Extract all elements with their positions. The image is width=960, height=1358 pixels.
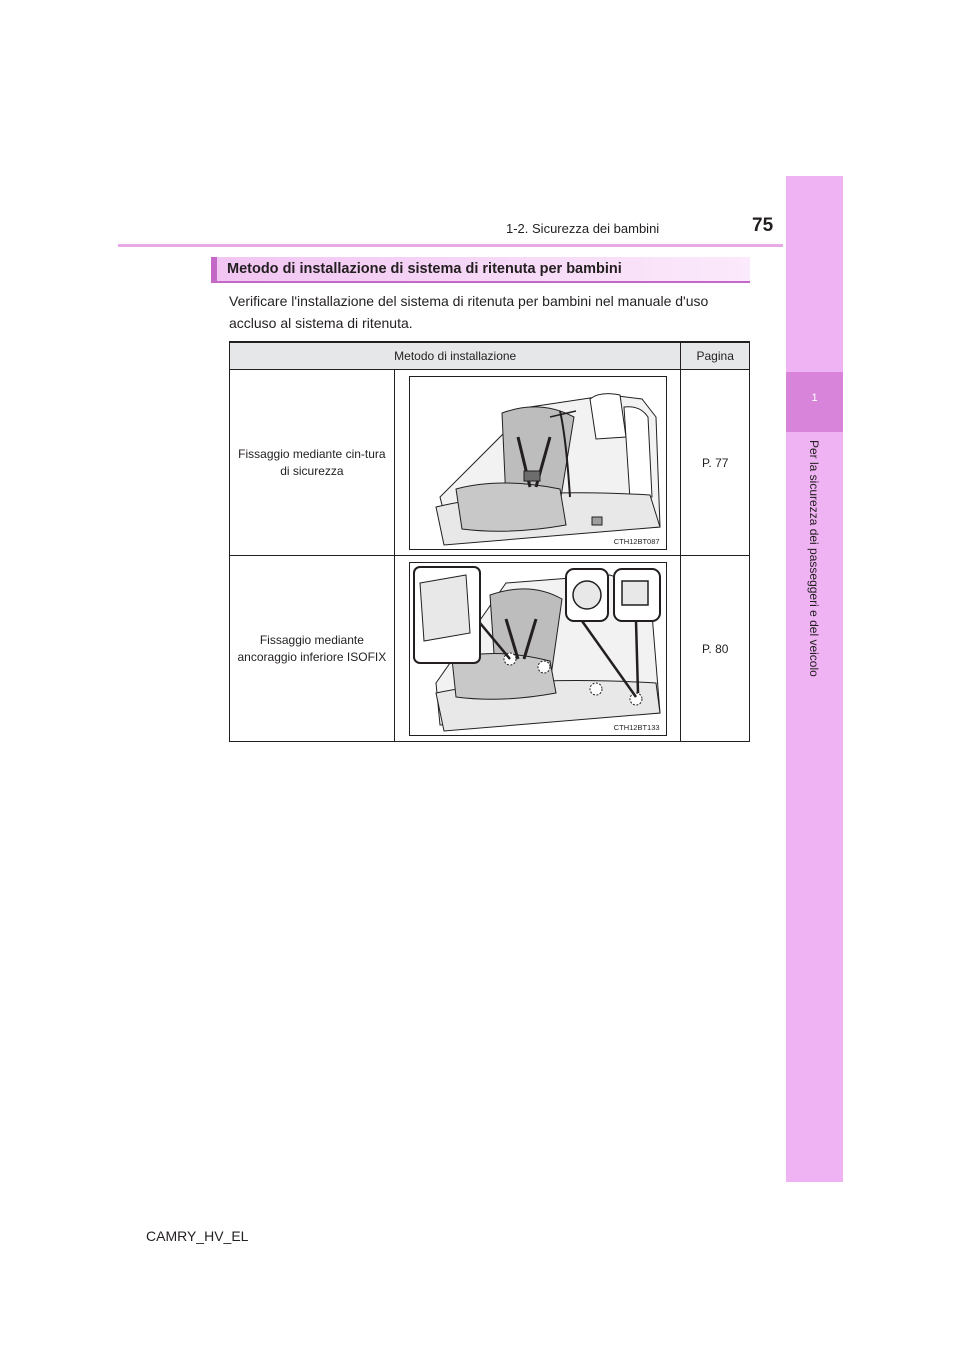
table-header-row [230, 342, 750, 370]
heading-marker [211, 257, 217, 281]
figure-code: CTH12BT087 [613, 536, 660, 546]
figure-cell [394, 556, 681, 742]
section-heading [211, 257, 750, 283]
method-label: Fissaggio mediante ancoraggio inferiore ISOFIX [237, 632, 387, 664]
heading-text: Metodo di installazione di sistema di ritenuta per bambini [227, 261, 622, 277]
seat-belt-child-seat-illustration [409, 376, 667, 550]
isofix-icon [410, 563, 666, 735]
chapter-side-tab [786, 176, 843, 1182]
figure-cell [394, 370, 681, 556]
section-title: 1-2. Sicurezza dei bambini [506, 221, 660, 236]
installation-methods-table [229, 341, 750, 742]
page-reference[interactable]: P. 77 [701, 455, 729, 470]
table-row [230, 370, 750, 556]
isofix-child-seat-illustration [409, 562, 667, 736]
chapter-number: 1 [811, 392, 818, 404]
method-cell [230, 556, 395, 742]
chapter-title: Per la sicurezza dei passeggeri e del veicolo [807, 440, 821, 677]
page-cell [681, 556, 750, 742]
figure-code: CTH12BT133 [613, 722, 660, 732]
column-header-method: Metodo di installazione [230, 342, 681, 370]
column-header-page: Pagina [681, 342, 750, 370]
intro-paragraph: Verificare l'installazione del sistema di ritenuta per bambini nel manuale d'uso accluso al sistema di ritenuta. [229, 293, 709, 331]
page-number: 75 [752, 215, 774, 236]
page-cell [681, 370, 750, 556]
table-row [230, 556, 750, 742]
child-seat-icon [410, 377, 666, 549]
method-cell [230, 370, 395, 556]
method-label: Fissaggio mediante cin-tura di sicurezza [238, 446, 386, 478]
header-rule [118, 244, 783, 247]
model-code: CAMRY_HV_EL [146, 1228, 249, 1244]
page-reference[interactable]: P. 80 [701, 641, 729, 656]
